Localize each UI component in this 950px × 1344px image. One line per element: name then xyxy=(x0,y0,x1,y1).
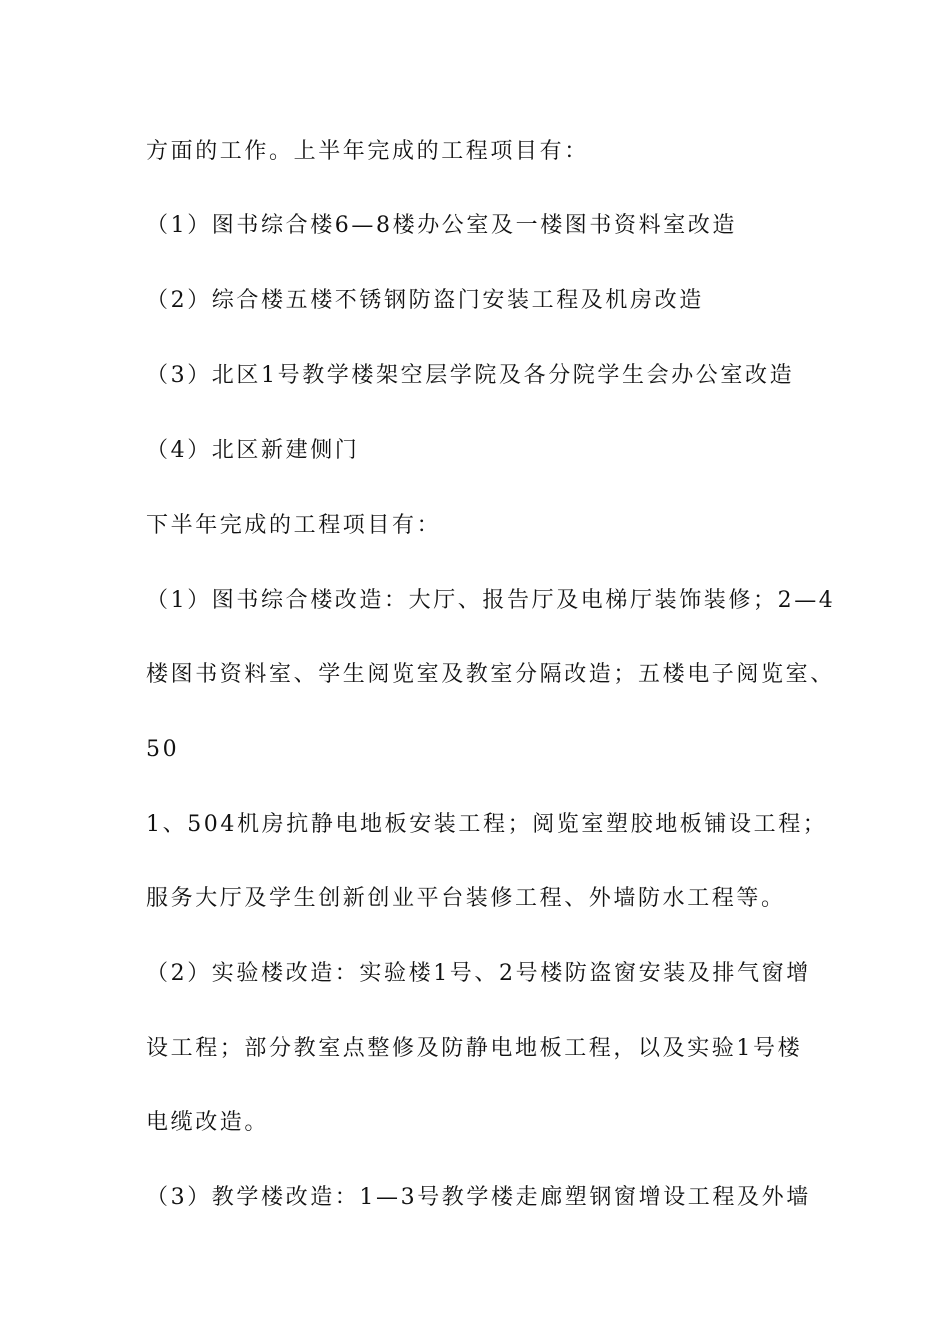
text-line: （1）图书综合楼改造：大厅、报告厅及电梯厅装饰装修；2—4 xyxy=(146,588,836,613)
text-line: 1、504机房抗静电地板安装工程；阅览室塑胶地板铺设工程； xyxy=(146,812,828,837)
text-line: 设工程；部分教室点整修及防静电地板工程，以及实验1号楼 xyxy=(146,1036,803,1061)
text-line: 服务大厅及学生创新创业平台装修工程、外墙防水工程等。 xyxy=(146,886,786,911)
text-line: 50 xyxy=(146,737,180,762)
text-line: 下半年完成的工程项目有： xyxy=(146,513,442,538)
text-line: （2）实验楼改造：实验楼1号、2号楼防盗窗安装及排气窗增 xyxy=(146,961,811,986)
text-line: 电缆改造。 xyxy=(146,1110,270,1135)
text-line: 楼图书资料室、学生阅览室及教室分隔改造；五楼电子阅览室、 xyxy=(146,662,835,687)
text-line: 方面的工作。上半年完成的工程项目有： xyxy=(146,139,589,164)
text-line: （3）北区1号教学楼架空层学院及各分院学生会办公室改造 xyxy=(146,363,795,388)
text-line: （1）图书综合楼6—8楼办公室及一楼图书资料室改造 xyxy=(146,213,737,238)
text-line: （3）教学楼改造：1—3号教学楼走廊塑钢窗增设工程及外墙 xyxy=(146,1185,811,1210)
text-line: （4）北区新建侧门 xyxy=(146,438,360,463)
text-line: （2）综合楼五楼不锈钢防盗门安装工程及机房改造 xyxy=(146,288,704,313)
